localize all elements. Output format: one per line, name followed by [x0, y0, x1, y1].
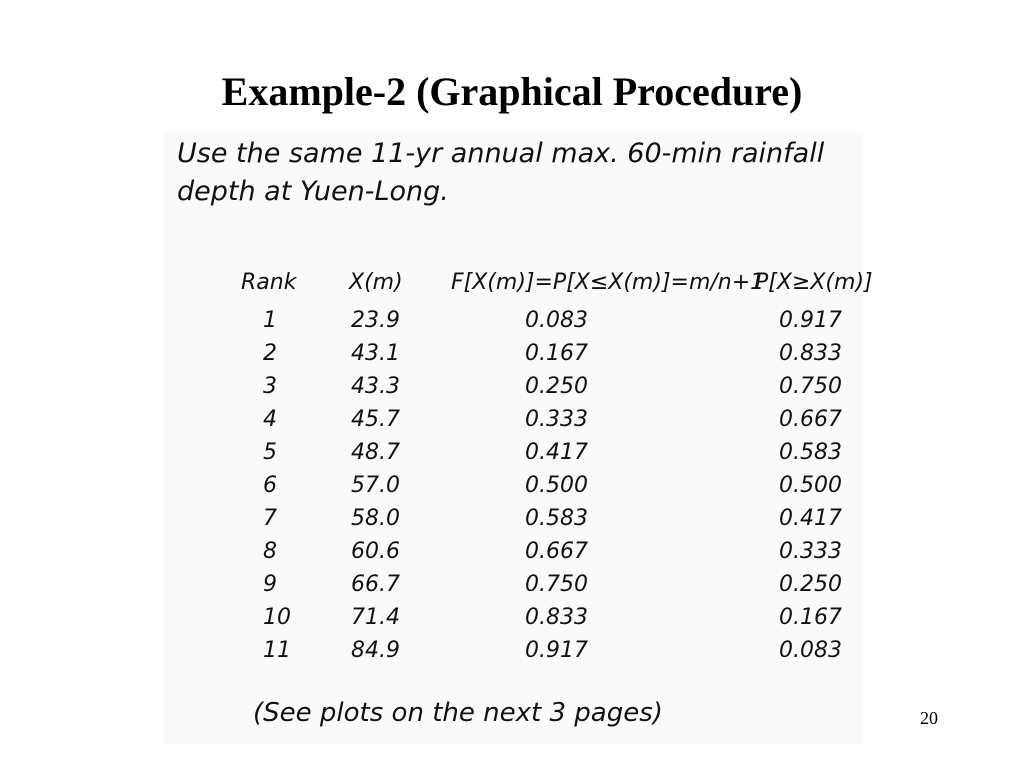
cell-f: 0.667	[525, 539, 588, 564]
table-row	[163, 374, 863, 406]
header-rank: Rank	[241, 270, 297, 295]
cell-p: 0.667	[779, 407, 842, 432]
cell-x: 60.6	[351, 539, 400, 564]
cell-p: 0.333	[779, 539, 842, 564]
cell-p: 0.833	[779, 341, 842, 366]
cell-f: 0.333	[525, 407, 588, 432]
cell-p: 0.083	[779, 638, 842, 663]
cell-x: 45.7	[351, 407, 400, 432]
cell-x: 58.0	[351, 506, 400, 531]
cell-rank: 1	[263, 308, 277, 333]
cell-f: 0.750	[525, 572, 588, 597]
intro-line-2: depth at Yuen-Long.	[177, 176, 449, 207]
table-row	[163, 473, 863, 505]
cell-rank: 9	[263, 572, 277, 597]
footnote: (See plots on the next 3 pages)	[253, 698, 663, 728]
cell-f: 0.083	[525, 308, 588, 333]
slide-title: Example-2 (Graphical Procedure)	[221, 69, 803, 114]
header-f: F[X(m)]=P[X≤X(m)]=m/n+1	[451, 270, 765, 295]
cell-x: 48.7	[351, 440, 400, 465]
cell-f: 0.917	[525, 638, 588, 663]
header-p: P[X≥X(m)]	[755, 270, 873, 295]
cell-p: 0.583	[779, 440, 842, 465]
cell-rank: 3	[263, 374, 277, 399]
cell-rank: 7	[263, 506, 277, 531]
cell-rank: 5	[263, 440, 277, 465]
cell-f: 0.417	[525, 440, 588, 465]
cell-x: 66.7	[351, 572, 400, 597]
table-row	[163, 341, 863, 373]
table-row	[163, 407, 863, 439]
cell-rank: 4	[263, 407, 277, 432]
cell-p: 0.250	[779, 572, 842, 597]
cell-f: 0.500	[525, 473, 588, 498]
cell-f: 0.167	[525, 341, 588, 366]
cell-p: 0.417	[779, 506, 842, 531]
cell-p: 0.750	[779, 374, 842, 399]
cell-rank: 10	[263, 605, 291, 630]
cell-rank: 6	[263, 473, 277, 498]
table-row	[163, 506, 863, 538]
cell-x: 84.9	[351, 638, 400, 663]
cell-x: 43.1	[351, 341, 400, 366]
table-row	[163, 572, 863, 604]
table-row	[163, 440, 863, 472]
cell-p: 0.917	[779, 308, 842, 333]
cell-x: 23.9	[351, 308, 400, 333]
intro-line-1: Use the same 11-yr annual max. 60-min rainfall	[177, 138, 825, 169]
cell-f: 0.583	[525, 506, 588, 531]
cell-p: 0.167	[779, 605, 842, 630]
cell-rank: 2	[263, 341, 277, 366]
header-x: X(m)	[349, 270, 403, 295]
table-row	[163, 539, 863, 571]
cell-x: 43.3	[351, 374, 400, 399]
cell-rank: 11	[263, 638, 291, 663]
cell-f: 0.833	[525, 605, 588, 630]
cell-p: 0.500	[779, 473, 842, 498]
table-row	[163, 638, 863, 670]
cell-x: 57.0	[351, 473, 400, 498]
page-number: 20	[920, 708, 938, 728]
table-row	[163, 605, 863, 637]
cell-x: 71.4	[351, 605, 400, 630]
handwritten-scan	[163, 132, 873, 744]
table-row	[163, 308, 863, 340]
cell-f: 0.250	[525, 374, 588, 399]
cell-rank: 8	[263, 539, 277, 564]
